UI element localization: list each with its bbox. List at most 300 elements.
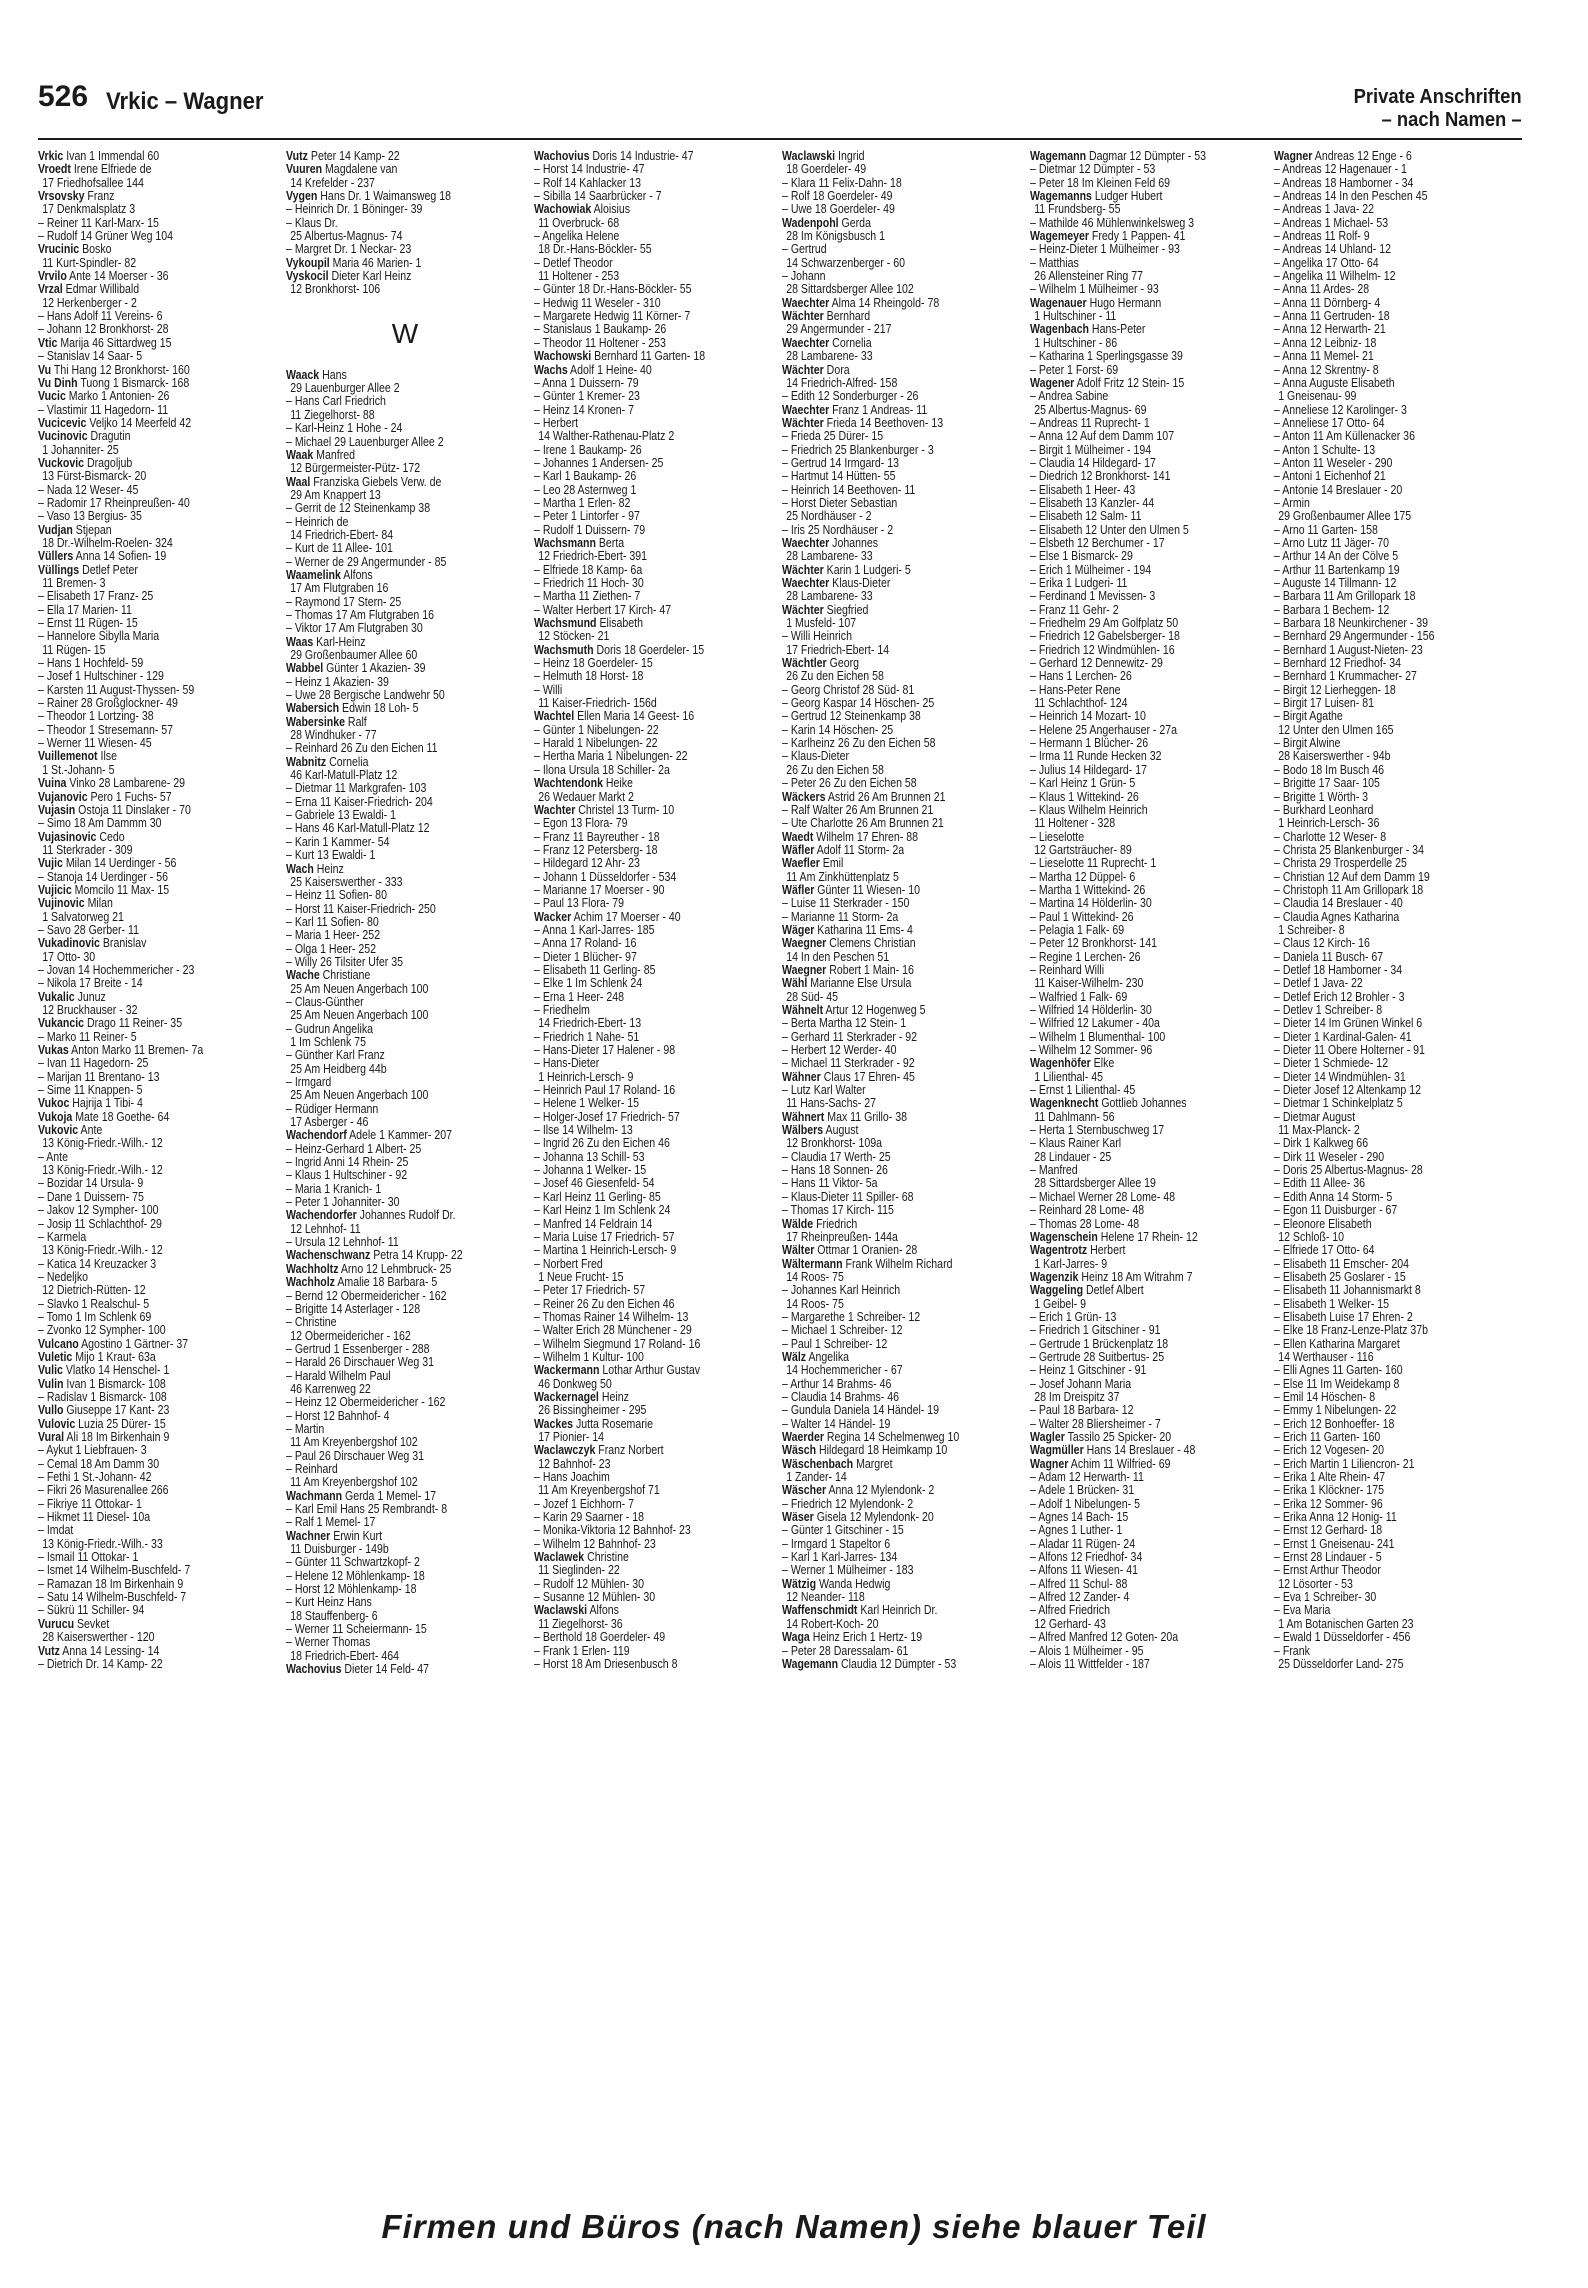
directory-subentry <box>1030 991 1268 1004</box>
entry-text: 28 Lambarene- 33 <box>786 550 873 564</box>
directory-entry <box>286 476 524 489</box>
directory-entry <box>534 804 772 817</box>
surname: Waerder <box>782 1431 824 1444</box>
entry-text: 25 Albertus-Magnus- 69 <box>1034 403 1147 417</box>
directory-subentry <box>1274 737 1512 750</box>
entry-text: – Elsbeth 12 Berchumer - 17 <box>1030 536 1165 550</box>
directory-entry <box>38 1404 276 1417</box>
address-continuation <box>534 1458 772 1471</box>
entry-text: – Lieselotte <box>1030 830 1085 844</box>
entry-text: 28 Kaiserswerther - 94b <box>1278 750 1391 764</box>
surname: Waechter <box>782 577 830 590</box>
entry-text: – Margarete Hedwig 11 Körner- 7 <box>534 310 691 324</box>
entry-text: – Antoni 1 Eichenhof 21 <box>1274 470 1386 484</box>
directory-subentry <box>286 1103 524 1116</box>
entry-text: – Lutz Karl Walter <box>782 1084 866 1098</box>
directory-subentry <box>782 430 1020 443</box>
entry-text: – Peter 17 Friedrich- 57 <box>534 1284 646 1298</box>
address-continuation <box>38 844 276 857</box>
surname: Vujicic <box>38 883 72 897</box>
entry-text: 18 Dr.-Hans-Böckler- 55 <box>538 243 652 257</box>
entry-text: – Adele 1 Brücken- 31 <box>1030 1484 1135 1498</box>
surname: Wachtendonk <box>534 777 603 791</box>
surname: Wachner <box>286 1529 331 1543</box>
address-continuation <box>534 1378 772 1391</box>
directory-entry <box>286 716 524 729</box>
entry-text: – Arthur 14 An der Cölve 5 <box>1274 550 1399 564</box>
directory-entry <box>534 364 772 377</box>
entry-text: – Christa 29 Trosperdelle 25 <box>1274 857 1407 871</box>
entry-text: – Paul 13 Flora- 79 <box>534 897 624 911</box>
entry-text: – Georg Christof 28 Süd- 81 <box>782 683 915 697</box>
surname: Wabersich <box>286 702 340 716</box>
directory-entry <box>534 1604 772 1617</box>
directory-subentry <box>286 1450 524 1463</box>
directory-subentry <box>1030 737 1268 750</box>
entry-text: – Detlef Erich 12 Brohler - 3 <box>1274 990 1405 1004</box>
entry-text: – Heinz-Gerhard 1 Albert- 25 <box>286 1142 422 1156</box>
directory-entry <box>1030 1458 1268 1471</box>
surname: Vukoja <box>38 1110 73 1124</box>
entry-text: Astrid 26 Am Brunnen 21 <box>825 790 946 804</box>
directory-subentry <box>782 724 1020 737</box>
address-continuation <box>782 617 1020 630</box>
directory-subentry <box>782 710 1020 723</box>
entry-text: – Martina 1 Heinrich-Lersch- 9 <box>534 1244 677 1258</box>
surname: Vutz <box>286 150 308 163</box>
entry-text: Franziska Giebels Verw. de <box>310 475 442 489</box>
directory-subentry <box>1274 871 1512 884</box>
directory-entry <box>286 1209 524 1222</box>
entry-text: – Angelika 11 Wilhelm- 12 <box>1274 270 1396 284</box>
directory-subentry <box>1274 484 1512 497</box>
address-continuation <box>286 1610 524 1623</box>
directory-subentry <box>38 310 276 323</box>
directory-subentry <box>782 1404 1020 1417</box>
entry-text: – Werner 11 Wiesen- 45 <box>38 737 152 751</box>
entry-text: – Harald 26 Dirschauer Weg 31 <box>286 1356 434 1370</box>
entry-text: – Charlotte 12 Weser- 8 <box>1274 830 1387 844</box>
section-label <box>1354 86 1522 132</box>
directory-subentry <box>286 1503 524 1516</box>
surname: Vukas <box>38 1044 69 1058</box>
directory-entry <box>534 1418 772 1431</box>
directory-subentry <box>534 1524 772 1537</box>
directory-subentry <box>286 1196 524 1209</box>
entry-text: – Klaus 1 Wittekind- 26 <box>1030 790 1139 804</box>
directory-subentry <box>1274 844 1512 857</box>
directory-subentry <box>1274 1258 1512 1271</box>
entry-text: – Reinhard <box>286 1462 338 1476</box>
directory-entry <box>286 369 524 382</box>
directory-entry <box>286 756 524 769</box>
directory-subentry <box>1030 617 1268 630</box>
directory-subentry <box>1030 1551 1268 1564</box>
entry-text: – Theodor 1 Lortzing- 38 <box>38 710 154 724</box>
address-continuation <box>38 257 276 270</box>
directory-subentry <box>286 1049 524 1062</box>
directory-subentry <box>38 323 276 336</box>
entry-text: 14 Roos- 75 <box>786 1297 844 1311</box>
entry-text: 17 Denkmalsplatz 3 <box>42 203 136 217</box>
entry-text: 11 Kaiser-Wilhelm- 230 <box>1034 977 1144 991</box>
entry-text: – Wilhelm 12 Sommer- 96 <box>1030 1044 1153 1058</box>
directory-subentry <box>534 657 772 670</box>
entry-text: – Erna 1 Heer- 248 <box>534 990 624 1004</box>
surname: Vujinovic <box>38 897 85 911</box>
address-continuation <box>782 1271 1020 1284</box>
directory-subentry <box>286 217 524 230</box>
entry-text: Katharina 11 Ems- 4 <box>814 923 913 937</box>
entry-text: Ante <box>78 1124 103 1138</box>
directory-subentry <box>1030 1084 1268 1097</box>
directory-subentry <box>534 977 772 990</box>
entry-text: – Peter 1 Forst- 69 <box>1030 363 1119 377</box>
directory-subentry <box>1030 444 1268 457</box>
address-continuation <box>286 529 524 542</box>
directory-subentry <box>38 1177 276 1190</box>
entry-text: – Horst 12 Bahnhof- 4 <box>286 1409 390 1423</box>
directory-entry <box>38 390 276 403</box>
entry-text: – Else 1 Bismarck- 29 <box>1030 550 1133 564</box>
directory-entry <box>286 662 524 675</box>
surname: Wähl <box>782 977 808 991</box>
directory-subentry <box>1274 537 1512 550</box>
directory-subentry <box>534 190 772 203</box>
entry-text: 18 Stauffenberg- 6 <box>290 1609 378 1623</box>
directory-subentry <box>534 310 772 323</box>
directory-subentry <box>286 1183 524 1196</box>
surname: Vukadinovic <box>38 937 100 951</box>
directory-subentry <box>1274 1057 1512 1070</box>
surname: Wackermann <box>534 1364 600 1378</box>
entry-text: 11 Ziegelhorst- 36 <box>538 1617 623 1631</box>
directory-subentry <box>286 742 524 755</box>
entry-text: 25 Kaiserswerther - 333 <box>290 875 403 889</box>
directory-subentry <box>534 937 772 950</box>
entry-text: – Reinhard Willi <box>1030 963 1105 977</box>
directory-subentry <box>286 609 524 622</box>
entry-text: 1 Lilienthal- 45 <box>1034 1070 1104 1084</box>
directory-subentry <box>38 1071 276 1084</box>
entry-text: 25 Am Neuen Angerbach 100 <box>290 1009 429 1023</box>
entry-text: – Edith Anna 14 Storm- 5 <box>1274 1190 1393 1204</box>
entry-text: – Paul 26 Dirschauer Weg 31 <box>286 1449 424 1463</box>
entry-text: – Dieter 1 Schmiede- 12 <box>1274 1057 1389 1071</box>
entry-text: Fredy 1 Pappen- 41 <box>1088 230 1186 244</box>
directory-subentry <box>1274 1378 1512 1391</box>
directory-subentry <box>534 470 772 483</box>
address-continuation <box>286 382 524 395</box>
entry-text: Georg <box>826 657 860 671</box>
directory-entry <box>38 1097 276 1110</box>
entry-text: – Dietrich Dr. 14 Kamp- 22 <box>38 1657 163 1671</box>
directory-subentry <box>1030 1218 1268 1231</box>
directory-subentry <box>782 1564 1020 1577</box>
entry-text: Cedo <box>96 830 125 844</box>
address-continuation <box>286 983 524 996</box>
address-continuation <box>38 764 276 777</box>
address-continuation <box>38 1137 276 1150</box>
directory-subentry <box>1274 657 1512 670</box>
entry-text: – Maria Luise 17 Friedrich- 57 <box>534 1230 675 1244</box>
address-continuation <box>38 297 276 310</box>
entry-text: – Johanna 13 Schill- 53 <box>534 1150 645 1164</box>
entry-text: – Luise 11 Sterkrader - 150 <box>782 897 910 911</box>
address-continuation <box>286 1650 524 1663</box>
address-continuation <box>1030 404 1268 417</box>
directory-entry <box>286 190 524 203</box>
directory-subentry <box>782 1645 1020 1658</box>
entry-text: 29 Am Knappert 13 <box>290 488 381 502</box>
entry-text: – Karl 1 Karl-Jarres- 134 <box>782 1551 898 1565</box>
entry-text: Ingrid <box>835 150 865 163</box>
entry-text: 11 Bremen- 3 <box>42 577 106 590</box>
entry-text: – Satu 14 Wilhelm-Buschfeld- 7 <box>38 1591 187 1605</box>
surname: Wachholz <box>286 1276 335 1290</box>
entry-text: Stjepan <box>72 523 112 537</box>
address-continuation <box>782 350 1020 363</box>
address-continuation <box>1030 817 1268 830</box>
entry-text: – Alfred Friedrich <box>1030 1604 1110 1618</box>
entry-text: Irene Elfriede de <box>70 163 152 177</box>
entry-text: – Cemal 18 Am Damm 30 <box>38 1457 160 1471</box>
directory-subentry <box>286 782 524 795</box>
address-continuation <box>286 649 524 662</box>
entry-text: – Hildegard 12 Ahr- 23 <box>534 857 640 871</box>
entry-text: – Friedrich 12 Windmühlen- 16 <box>1030 643 1175 657</box>
entry-text: Dora <box>823 363 850 377</box>
entry-text: – Karl-Heinz 1 Hohe - 24 <box>286 422 403 436</box>
entry-text: Ilse <box>97 750 117 764</box>
directory-subentry <box>1030 417 1268 430</box>
entry-text: – Birgit 1 Mülheimer - 194 <box>1030 443 1152 457</box>
entry-text: – Andreas 11 Rolf- 9 <box>1274 230 1370 244</box>
directory-subentry <box>534 1471 772 1484</box>
directory-entry <box>286 702 524 715</box>
directory-subentry <box>1030 897 1268 910</box>
directory-subentry <box>534 1177 772 1190</box>
address-continuation <box>286 1330 524 1343</box>
entry-text: – Johanna 1 Welker- 15 <box>534 1164 647 1178</box>
directory-subentry <box>286 1623 524 1636</box>
entry-text: Franz Norbert <box>595 1444 664 1458</box>
entry-text: 11 Frundsberg- 55 <box>1034 203 1121 217</box>
surname: Wäger <box>782 923 815 937</box>
directory-subentry <box>286 1076 524 1089</box>
entry-text: – Jovan 14 Hochemmericher - 23 <box>38 963 195 977</box>
directory-subentry <box>782 1191 1020 1204</box>
directory-subentry <box>782 897 1020 910</box>
directory-subentry <box>534 991 772 1004</box>
address-continuation <box>534 1017 772 1030</box>
entry-text: – Karl Heinz 1 Grün- 5 <box>1030 777 1136 791</box>
surname: Waas <box>286 635 314 649</box>
entry-text: – Hans 18 Sonnen- 26 <box>782 1164 888 1178</box>
entry-text: – Tomo 1 Im Schlenk 69 <box>38 1310 152 1324</box>
directory-subentry <box>1030 217 1268 230</box>
entry-text: – Anna 11 Memel- 21 <box>1274 350 1374 364</box>
directory-subentry <box>782 1151 1020 1164</box>
entry-text: Regina 14 Schelmenweg 10 <box>823 1431 960 1444</box>
directory-subentry <box>782 1177 1020 1190</box>
directory-subentry <box>534 1578 772 1591</box>
entry-text: – Klaus Dr. <box>286 216 338 230</box>
entry-text: – Harald Wilhelm Paul <box>286 1369 391 1383</box>
entry-text: – Elisabeth 17 Franz- 25 <box>38 590 154 604</box>
entry-text: – Elisabeth Luise 17 Ehren- 2 <box>1274 1310 1413 1324</box>
entry-text: – Werner 1 Mülheimer - 183 <box>782 1564 914 1578</box>
entry-text: 14 In den Peschen 51 <box>786 950 890 964</box>
directory-subentry <box>782 1378 1020 1391</box>
entry-text: – Klaus Rainer Karl <box>1030 1137 1122 1151</box>
directory-subentry <box>534 1258 772 1271</box>
directory-subentry <box>534 524 772 537</box>
entry-text: – Margarethe 1 Schreiber- 12 <box>782 1310 921 1324</box>
surname: Vrsovsky <box>38 190 85 204</box>
directory-column-1 <box>38 150 276 2160</box>
surname: Wälbers <box>782 1124 824 1138</box>
entry-text: – Andreas 18 Hamborner - 34 <box>1274 176 1414 190</box>
entry-text: – Reiner 11 Karl-Marx- 15 <box>38 216 159 230</box>
entry-text: 18 Dr.-Wilhelm-Roelen- 324 <box>42 536 173 550</box>
entry-text: – Elisabeth 11 Gerling- 85 <box>534 963 656 977</box>
entry-text: 11 Ziegelhorst- 88 <box>290 408 375 422</box>
entry-text: Hans-Peter <box>1088 323 1146 337</box>
directory-subentry <box>1030 924 1268 937</box>
surname: Vucinovic <box>38 430 88 444</box>
entry-text: 12 Obermeidericher - 162 <box>290 1329 411 1343</box>
directory-subentry <box>534 1631 772 1644</box>
directory-subentry <box>38 1311 276 1324</box>
directory-subentry <box>38 737 276 750</box>
entry-text: – Erika 1 Klöckner- 175 <box>1274 1484 1384 1498</box>
directory-subentry <box>1030 1498 1268 1511</box>
surname: Wachowiak <box>534 203 592 217</box>
directory-entry <box>782 1658 1020 1671</box>
address-continuation <box>782 991 1020 1004</box>
entry-text: Ivan 1 Immendal 60 <box>63 150 160 163</box>
directory-entry <box>38 1111 276 1124</box>
directory-subentry <box>38 817 276 830</box>
address-continuation <box>1030 1071 1268 1084</box>
directory-subentry <box>534 951 772 964</box>
entry-text: – Michael 1 Schreiber- 12 <box>782 1324 903 1338</box>
entry-text: Drago 11 Reiner- 35 <box>84 1017 183 1031</box>
entry-text: – Rudolf 1 Duissern- 79 <box>534 523 646 537</box>
directory-subentry <box>286 1516 524 1529</box>
surname: Wach <box>286 862 314 876</box>
entry-text: 1 Karl-Jarres- 9 <box>1034 1257 1108 1271</box>
entry-text: – Edith 11 Allee- 36 <box>1274 1177 1365 1191</box>
directory-entry <box>38 364 276 377</box>
entry-text: – Walter Herbert 17 Kirch- 47 <box>534 603 672 617</box>
surname: Wagemann <box>782 1657 839 1671</box>
directory-subentry <box>286 1236 524 1249</box>
directory-subentry <box>286 1636 524 1649</box>
entry-text: – Ernst 28 Lindauer - 5 <box>1274 1551 1382 1565</box>
surname: Vuuren <box>286 163 323 177</box>
entry-text: Edwin 18 Loh- 5 <box>339 702 419 716</box>
directory-subentry <box>782 497 1020 510</box>
entry-text: – Günter 1 Nibelungen- 22 <box>534 723 659 737</box>
entry-text: – Hans 11 Viktor- 5a <box>782 1177 878 1191</box>
entry-text: – Hans Joachim <box>534 1471 610 1485</box>
directory-subentry <box>534 670 772 683</box>
directory-entry <box>782 1484 1020 1497</box>
directory-subentry <box>782 484 1020 497</box>
directory-entry <box>1030 1271 1268 1284</box>
entry-text: Wilhelm 17 Ehren- 88 <box>813 830 919 844</box>
directory-subentry <box>286 1343 524 1356</box>
directory-entry <box>1030 1431 1268 1444</box>
directory-subentry <box>534 1351 772 1364</box>
entry-text: – Dieter 1 Kardinal-Galen- 41 <box>1274 1030 1412 1044</box>
entry-text: – Martha 12 Düppel- 6 <box>1030 870 1136 884</box>
entry-text: Dieter 14 Feld- 47 <box>341 1663 430 1677</box>
entry-text: Ivan 1 Bismarck- 108 <box>63 1377 166 1391</box>
entry-text: – Ralf 1 Memel- 17 <box>286 1516 376 1530</box>
entry-text: Ralf <box>344 715 367 729</box>
entry-text: – Doris 25 Albertus-Magnus- 28 <box>1274 1164 1423 1178</box>
directory-subentry <box>286 1169 524 1182</box>
entry-text: – Irene 1 Baukamp- 26 <box>534 443 642 457</box>
entry-text: Karl-Heinz <box>313 635 366 649</box>
directory-entry <box>1030 323 1268 336</box>
entry-text: Dieter Karl Heinz <box>328 270 412 284</box>
entry-text: Milan <box>84 897 113 911</box>
directory-subentry <box>1274 964 1512 977</box>
entry-text: Max 11 Grillo- 38 <box>824 1110 908 1124</box>
directory-subentry <box>782 470 1020 483</box>
entry-text: 17 Rheinpreußen- 144a <box>786 1230 898 1244</box>
address-continuation <box>286 876 524 889</box>
entry-text: – Frieda 25 Dürer- 15 <box>782 430 884 444</box>
address-continuation <box>286 489 524 502</box>
surname: Waechter <box>782 336 830 350</box>
address-continuation <box>1030 1618 1268 1631</box>
directory-subentry <box>1274 230 1512 243</box>
entry-text: Günter 11 Wiesen- 10 <box>814 883 920 897</box>
entry-text: – Thomas 17 Am Flutgraben 16 <box>286 608 434 622</box>
address-continuation <box>782 283 1020 296</box>
entry-text: 25 Am Heidberg 44b <box>290 1062 387 1076</box>
directory-subentry <box>286 556 524 569</box>
entry-text: – Katica 14 Kreuzacker 3 <box>38 1257 157 1271</box>
address-continuation <box>286 1009 524 1022</box>
directory-entry <box>38 430 276 443</box>
surname: Wächter <box>782 310 824 324</box>
entry-text: 11 Kurt-Spindler- 82 <box>42 256 137 270</box>
entry-text: Adolf 1 Heine- 40 <box>567 363 652 377</box>
entry-text: – Reiner 26 Zu den Eichen 46 <box>534 1297 675 1311</box>
entry-text: – Andreas 14 In den Peschen 45 <box>1274 190 1428 204</box>
entry-text: – Edith 12 Sonderburger - 26 <box>782 390 919 404</box>
entry-text: – Thomas 17 Kirch- 115 <box>782 1204 894 1218</box>
surname: Wadenpohl <box>782 216 839 230</box>
address-continuation <box>286 177 524 190</box>
entry-text: – Emmy 1 Nibelungen- 22 <box>1274 1404 1397 1418</box>
entry-text: – Christian 12 Auf dem Damm 19 <box>1274 870 1430 884</box>
directory-entry <box>782 1124 1020 1137</box>
entry-text: – Armin <box>1274 496 1310 510</box>
directory-subentry <box>38 1471 276 1484</box>
entry-text: – Anna 12 Auf dem Damm 107 <box>1030 430 1175 444</box>
surname: Vu Dinh <box>38 376 78 390</box>
directory-subentry <box>1030 964 1268 977</box>
directory-subentry <box>1030 1044 1268 1057</box>
directory-subentry <box>1030 1004 1268 1017</box>
